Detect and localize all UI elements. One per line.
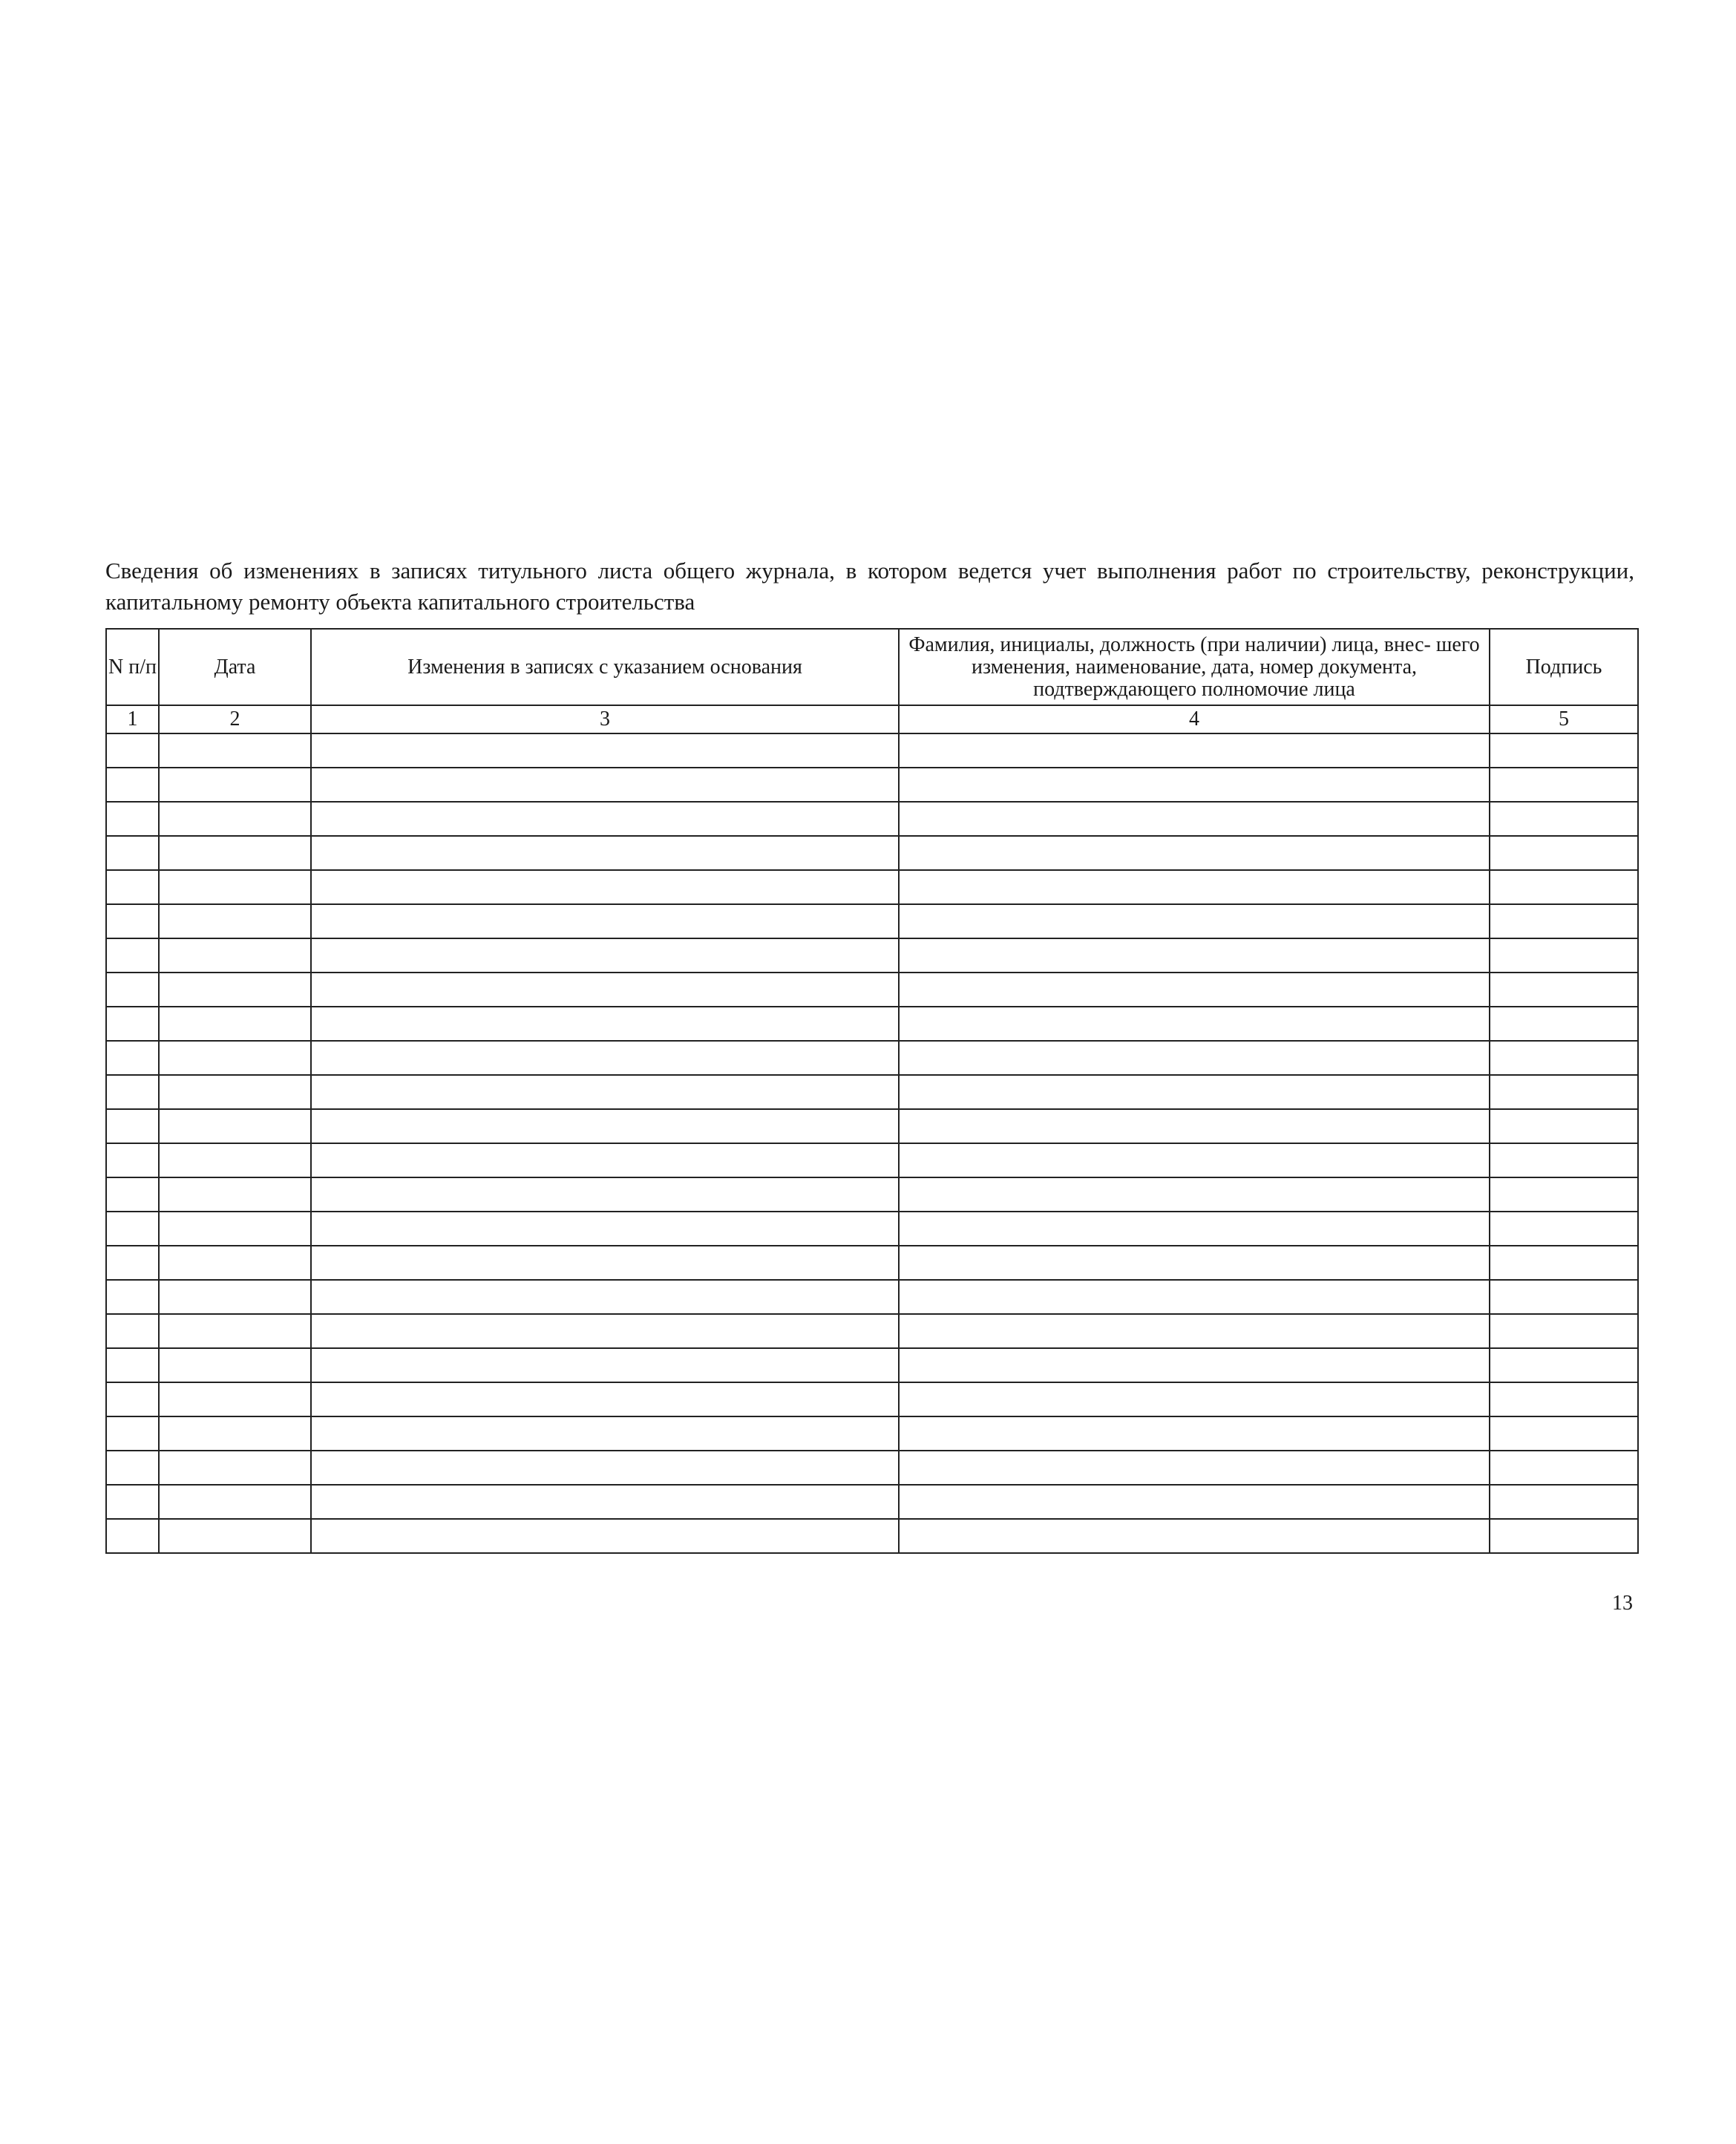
table-cell[interactable] — [159, 1314, 311, 1348]
table-cell[interactable] — [311, 1177, 899, 1212]
table-cell[interactable] — [899, 938, 1490, 973]
table-cell[interactable] — [311, 1246, 899, 1280]
header-number: N п/п — [106, 629, 159, 705]
column-number: 5 — [1490, 705, 1638, 733]
table-cell[interactable] — [1490, 1212, 1638, 1246]
table-cell[interactable] — [159, 1041, 311, 1075]
table-cell[interactable] — [899, 1075, 1490, 1109]
table-cell[interactable] — [159, 1519, 311, 1553]
table-cell[interactable] — [311, 1382, 899, 1416]
table-cell[interactable] — [899, 802, 1490, 836]
table-cell[interactable] — [1490, 938, 1638, 973]
table-cell[interactable] — [311, 973, 899, 1007]
table-cell[interactable] — [106, 1519, 159, 1553]
table-cell[interactable] — [899, 1416, 1490, 1451]
table-cell[interactable] — [106, 1348, 159, 1382]
page-number: 13 — [1612, 1592, 1633, 1615]
table-row — [106, 802, 1638, 836]
table-cell[interactable] — [159, 904, 311, 938]
table-row — [106, 1143, 1638, 1177]
table-cell[interactable] — [1490, 1382, 1638, 1416]
table-row — [106, 1109, 1638, 1143]
table-cell[interactable] — [899, 1041, 1490, 1075]
table-cell[interactable] — [159, 973, 311, 1007]
table-cell[interactable] — [159, 1280, 311, 1314]
table-cell[interactable] — [1490, 1451, 1638, 1485]
table-cell[interactable] — [159, 1075, 311, 1109]
table-cell[interactable] — [899, 1109, 1490, 1143]
table-row — [106, 1041, 1638, 1075]
header-date: Дата — [159, 629, 311, 705]
table-cell[interactable] — [899, 1382, 1490, 1416]
table-cell[interactable] — [1490, 1485, 1638, 1519]
table-row — [106, 733, 1638, 768]
table-cell[interactable] — [106, 1280, 159, 1314]
form-title: Сведения об изменениях в записях титульного листа общего журнала, в котором ведется учет выполнения работ по строительству, реконструкции, капитальному ремонту объекта капитального строительства — [105, 558, 1634, 615]
table-cell[interactable] — [1490, 1109, 1638, 1143]
column-number-row — [106, 705, 1638, 733]
table-cell[interactable] — [159, 938, 311, 973]
table-cell[interactable] — [899, 768, 1490, 802]
table-row — [106, 1246, 1638, 1280]
table-cell[interactable] — [159, 733, 311, 768]
column-number: 4 — [899, 705, 1490, 733]
table-cell[interactable] — [1490, 904, 1638, 938]
table-cell[interactable] — [1490, 973, 1638, 1007]
table-cell[interactable] — [311, 904, 899, 938]
table-cell[interactable] — [899, 870, 1490, 904]
table-cell[interactable] — [159, 836, 311, 870]
table-cell[interactable] — [159, 1212, 311, 1246]
table-row — [106, 1007, 1638, 1041]
table-row — [106, 1451, 1638, 1485]
table-cell[interactable] — [311, 1109, 899, 1143]
table-header-row — [106, 629, 1638, 705]
table-cell[interactable] — [106, 1416, 159, 1451]
changes-table — [105, 628, 1639, 1554]
table-cell[interactable] — [106, 733, 159, 768]
table-cell[interactable] — [106, 836, 159, 870]
table-cell[interactable] — [899, 1143, 1490, 1177]
table-cell[interactable] — [159, 768, 311, 802]
table-cell[interactable] — [1490, 733, 1638, 768]
table-cell[interactable] — [159, 1348, 311, 1382]
column-number: 2 — [159, 705, 311, 733]
table-cell[interactable] — [106, 1007, 159, 1041]
table-cell[interactable] — [159, 1451, 311, 1485]
table-cell[interactable] — [159, 1416, 311, 1451]
table-row — [106, 904, 1638, 938]
table-row — [106, 1314, 1638, 1348]
table-cell[interactable] — [899, 733, 1490, 768]
table-cell[interactable] — [311, 1451, 899, 1485]
table-cell[interactable] — [311, 768, 899, 802]
table-cell[interactable] — [899, 973, 1490, 1007]
table-row — [106, 1485, 1638, 1519]
table-cell[interactable] — [899, 1007, 1490, 1041]
table-cell[interactable] — [106, 870, 159, 904]
table-cell[interactable] — [106, 1075, 159, 1109]
table-row — [106, 1212, 1638, 1246]
table-cell[interactable] — [159, 870, 311, 904]
table-cell[interactable] — [311, 1416, 899, 1451]
table-row — [106, 1348, 1638, 1382]
table-cell[interactable] — [159, 1246, 311, 1280]
table-cell[interactable] — [159, 1143, 311, 1177]
table-cell[interactable] — [159, 1109, 311, 1143]
table-cell[interactable] — [106, 1177, 159, 1212]
table-cell[interactable] — [106, 1109, 159, 1143]
table-row — [106, 1075, 1638, 1109]
table-cell[interactable] — [106, 1485, 159, 1519]
table-cell[interactable] — [106, 1246, 159, 1280]
table-cell[interactable] — [311, 1280, 899, 1314]
table-row — [106, 768, 1638, 802]
table-cell[interactable] — [1490, 1075, 1638, 1109]
header-person: Фамилия, инициалы, должность (при наличии) лица, внес- шего изменения, наименование, дата, номер документа, подтверждающего полномочие лица — [899, 629, 1490, 705]
table-cell[interactable] — [311, 733, 899, 768]
table-cell[interactable] — [1490, 1041, 1638, 1075]
table-cell[interactable] — [311, 1143, 899, 1177]
table-cell[interactable] — [106, 1382, 159, 1416]
table-cell[interactable] — [311, 1041, 899, 1075]
table-row — [106, 870, 1638, 904]
table-body — [106, 733, 1638, 1553]
table-cell[interactable] — [106, 1041, 159, 1075]
table-row — [106, 1416, 1638, 1451]
table-cell[interactable] — [1490, 1348, 1638, 1382]
table-cell[interactable] — [899, 904, 1490, 938]
table-cell[interactable] — [1490, 1314, 1638, 1348]
table-cell[interactable] — [311, 1519, 899, 1553]
table-cell[interactable] — [106, 1212, 159, 1246]
table-cell[interactable] — [899, 1177, 1490, 1212]
table-cell[interactable] — [899, 1212, 1490, 1246]
table-cell[interactable] — [311, 836, 899, 870]
table-cell[interactable] — [1490, 1007, 1638, 1041]
table-cell[interactable] — [1490, 768, 1638, 802]
table-cell[interactable] — [899, 1348, 1490, 1382]
table-cell[interactable] — [106, 904, 159, 938]
table-cell[interactable] — [311, 1314, 899, 1348]
table-cell[interactable] — [899, 1314, 1490, 1348]
table-cell[interactable] — [1490, 1416, 1638, 1451]
table-cell[interactable] — [159, 1382, 311, 1416]
table-cell[interactable] — [311, 1007, 899, 1041]
table-cell[interactable] — [106, 938, 159, 973]
table-cell[interactable] — [311, 1348, 899, 1382]
table-row — [106, 1280, 1638, 1314]
table-cell[interactable] — [311, 802, 899, 836]
table-row — [106, 836, 1638, 870]
table-cell[interactable] — [106, 802, 159, 836]
table-cell[interactable] — [899, 1246, 1490, 1280]
table-cell[interactable] — [1490, 1519, 1638, 1553]
table-cell[interactable] — [899, 1485, 1490, 1519]
table-cell[interactable] — [106, 768, 159, 802]
table-cell[interactable] — [1490, 870, 1638, 904]
table-row — [106, 938, 1638, 973]
table-cell[interactable] — [899, 1519, 1490, 1553]
table-cell[interactable] — [311, 1212, 899, 1246]
column-number: 1 — [106, 705, 159, 733]
table-cell[interactable] — [1490, 802, 1638, 836]
table-row — [106, 1177, 1638, 1212]
table-cell[interactable] — [899, 836, 1490, 870]
table-cell[interactable] — [159, 1177, 311, 1212]
table-cell[interactable] — [106, 1143, 159, 1177]
table-cell[interactable] — [159, 1007, 311, 1041]
table-cell[interactable] — [159, 1485, 311, 1519]
table-row — [106, 1519, 1638, 1553]
table-cell[interactable] — [159, 802, 311, 836]
table-cell[interactable] — [311, 870, 899, 904]
header-changes: Изменения в записях с указанием основания — [311, 629, 899, 705]
table-row — [106, 1382, 1638, 1416]
table-cell[interactable] — [106, 973, 159, 1007]
table-cell[interactable] — [899, 1280, 1490, 1314]
table-row — [106, 973, 1638, 1007]
table-cell[interactable] — [1490, 1177, 1638, 1212]
table-cell[interactable] — [311, 938, 899, 973]
table-cell[interactable] — [311, 1485, 899, 1519]
table-cell[interactable] — [899, 1451, 1490, 1485]
table-cell[interactable] — [1490, 836, 1638, 870]
table-cell[interactable] — [106, 1314, 159, 1348]
table-cell[interactable] — [1490, 1143, 1638, 1177]
table-cell[interactable] — [311, 1075, 899, 1109]
header-signature: Подпись — [1490, 629, 1638, 705]
table-cell[interactable] — [1490, 1280, 1638, 1314]
table-cell[interactable] — [106, 1451, 159, 1485]
column-number: 3 — [311, 705, 899, 733]
table-cell[interactable] — [1490, 1246, 1638, 1280]
